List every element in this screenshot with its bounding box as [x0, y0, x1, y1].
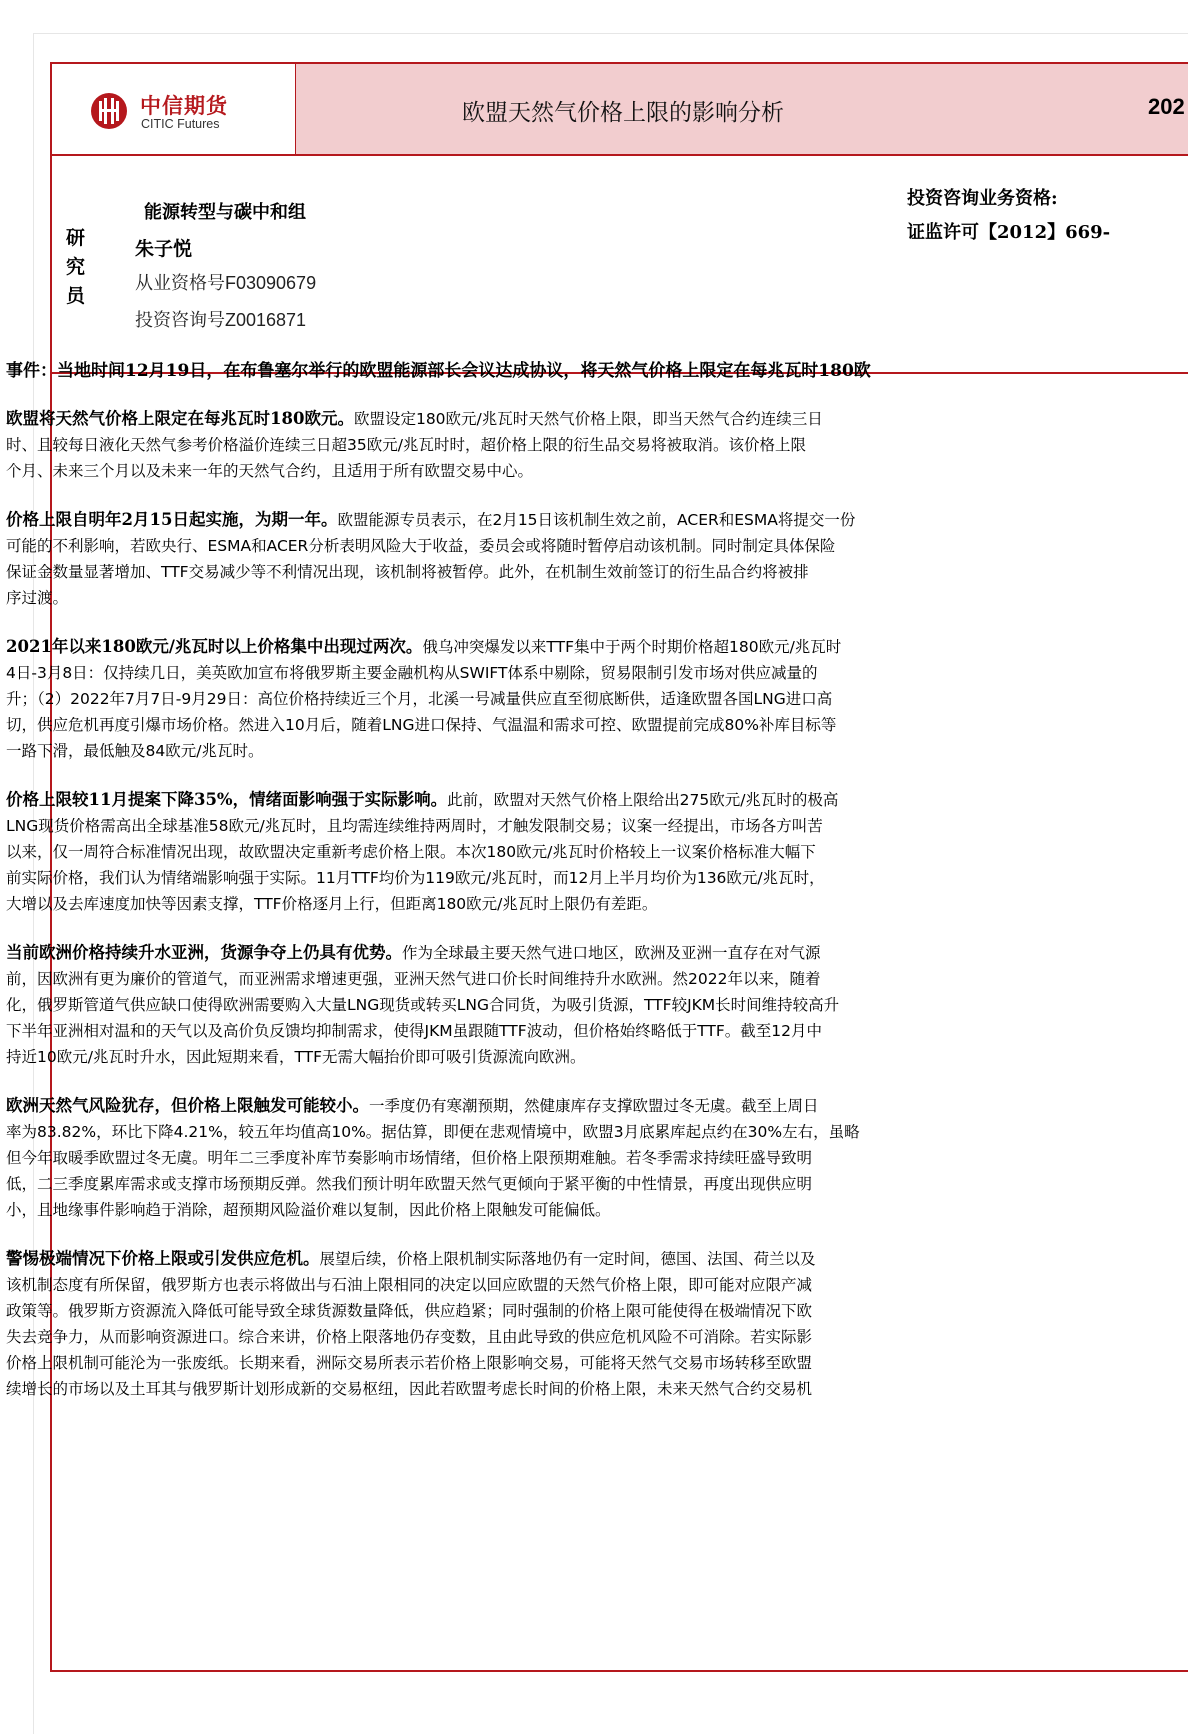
paragraph-line: 政策等。俄罗斯方资源流入降低可能导致全球货源数量降低，供应趋紧；同时强制的价格上限可能使得在极端情况下欧	[6, 1302, 813, 1320]
paragraph-line: 低，二三季度累库需求或支撑市场预期反弹。然我们预计明年欧盟天然气更倾向于紧平衡的中性情景，再度出现供应明	[6, 1175, 813, 1193]
paragraph-line	[6, 1246, 1188, 1272]
role-label	[66, 224, 90, 311]
paragraph-line	[6, 1093, 1188, 1119]
paragraph-line: 率为83.82%，环比下降4.21%，较五年均值高10%。据估算，即便在悲观情境中，欧盟3月底累库起点约在30%左右，虽略	[6, 1123, 860, 1141]
paragraph-heading: 欧盟将天然气价格上限定在每兆瓦时180欧元。	[6, 409, 354, 428]
report-header	[52, 64, 1188, 156]
paragraph-line: 该机制态度有所保留，俄罗斯方也表示将做出与石油上限相同的决定以回应欧盟的天然气价格上限，即可能对应限产减	[6, 1276, 813, 1294]
paragraph	[6, 507, 1188, 611]
paragraph-line: 时、且较每日液化天然气参考价格溢价连续三日超35欧元/兆瓦时时，超价格上限的衍生品交易将被取消。该价格上限	[6, 436, 806, 454]
paragraph-line: 大增以及去库速度加快等因素支撑，TTF价格逐月上行，但距离180欧元/兆瓦时上限仍有差距。	[6, 895, 658, 913]
paragraph-line: 前，因欧洲有更为廉价的管道气，而亚洲需求增速更强，亚洲天然气进口价长时间维持升水欧洲。然2022年以来，随着	[6, 970, 821, 988]
qualification-value: 证监许可【2012】669-	[907, 222, 1111, 243]
paragraph-line: 个月、未来三个月以及未来一年的天然气合约，且适用于所有欧盟交易中心。	[6, 462, 534, 480]
role-label-char: 究	[66, 256, 86, 278]
paragraph-text: 欧盟能源专员表示，在2月15日该机制生效之前，ACER和ESMA将提交一份	[337, 511, 856, 529]
analyst-section	[52, 156, 1188, 374]
paragraph-line: 保证金数量显著增加、TTF交易减少等不利情况出现，该机制将被暂停。此外，在机制生效前签订的衍生品合约将被排	[6, 563, 809, 581]
paragraph-line: 下半年亚洲相对温和的天气以及高价负反馈均抑制需求，使得JKM虽跟随TTF波动，但价格始终略低于TTF。截至12月中	[6, 1022, 822, 1040]
paragraph-line: 前实际价格，我们认为情绪端影响强于实际。11月TTF均价为119欧元/兆瓦时，而12月上半月均价为136欧元/兆瓦时，	[6, 869, 825, 887]
paragraph-heading: 欧洲天然气风险犹存，但价格上限触发可能较小。	[6, 1096, 369, 1115]
paragraph-line	[6, 787, 1188, 813]
paragraph	[6, 940, 1188, 1070]
paragraph-heading: 价格上限自明年2月15日起实施，为期一年。	[6, 510, 338, 529]
role-label-char: 员	[66, 285, 86, 307]
paragraph	[6, 1246, 1188, 1402]
paragraph-line: 但今年取暖季欧盟过冬无虞。明年二三季度补库节奏影响市场情绪，但价格上限预期难触。若冬季需求持续旺盛导致明	[6, 1149, 813, 1167]
paragraph-line: 切，供应危机再度引爆市场价格。然进入10月后，随着LNG进口保持、气温温和需求可控、欧盟提前完成80%补库目标等	[6, 716, 837, 734]
team-name: 能源转型与碳中和组	[144, 202, 306, 223]
paragraph-line	[6, 634, 1188, 660]
role-label-char: 研	[66, 227, 86, 249]
title-banner	[296, 64, 1188, 154]
event-summary: 事件：当地时间12月19日，在布鲁塞尔举行的欧盟能源部长会议达成协议，将天然气价格上限定在每兆瓦时180欧	[6, 361, 871, 381]
paragraph-text: 此前，欧盟对天然气价格上限给出275欧元/兆瓦时的极高	[447, 791, 839, 809]
paragraph-line: 小，且地缘事件影响趋于消除，超预期风险溢价难以复制，因此价格上限触发可能偏低。	[6, 1201, 611, 1219]
paragraph-heading: 2021年以来180欧元/兆瓦时以上价格集中出现过两次。	[6, 637, 423, 656]
paragraph-text: 展望后续，价格上限机制实际落地仍有一定时间，德国、法国、荷兰以及	[319, 1250, 816, 1268]
paragraph-heading: 当前欧洲价格持续升水亚洲，货源争夺上仍具有优势。	[6, 943, 402, 962]
paragraph-text: 作为全球最主要天然气进口地区，欧洲及亚洲一直存在对气源	[402, 944, 821, 962]
paragraph-line: 可能的不利影响，若欧央行、ESMA和ACER分析表明风险大于收益，委员会或将随时暂停启动该机制。同时制定具体保险	[6, 537, 836, 555]
citic-logo-icon	[90, 92, 128, 130]
analyst-name: 朱子悦	[135, 238, 193, 260]
paragraph-line: 续增长的市场以及土耳其与俄罗斯计划形成新的交易枢纽，因此若欧盟考虑长时间的价格上限，未来天然气合约交易机	[6, 1380, 813, 1398]
paragraph-line: 升；（2）2022年7月7日-9月29日：高位价格持续近三个月，北溪一号减量供应直至彻底断供，适逢欧盟各国LNG进口高	[6, 690, 833, 708]
paragraph-heading: 价格上限较11月提案下降35%，情绪面影响强于实际影响。	[6, 790, 448, 809]
logo	[52, 64, 296, 154]
paragraph-line	[6, 507, 1188, 533]
paragraph	[6, 406, 1188, 484]
advisory-license: 投资咨询号Z0016871	[135, 310, 307, 330]
report-date: 202	[1148, 94, 1185, 119]
report-body	[6, 358, 1188, 1425]
paragraph-line: 序过渡。	[6, 589, 69, 607]
paragraph-text: 一季度仍有寒潮预期，然健康库存支撑欧盟过冬无虞。截至上周日	[369, 1097, 819, 1115]
paragraph-line: 化，俄罗斯管道气供应缺口使得欧洲需要购入大量LNG现货或转买LNG合同货，为吸引货源，TTF较JKM长时间维持较高升	[6, 996, 840, 1014]
paragraph-line: 4日-3月8日：仅持续几日，美英欧加宣布将俄罗斯主要金融机构从SWIFT体系中剔除，贸易限制引发市场对供应减量的	[6, 664, 818, 682]
practice-license: 从业资格号F03090679	[135, 273, 317, 293]
paragraph-line: 以来，仅一周符合标准情况出现，故欧盟决定重新考虑价格上限。本次180欧元/兆瓦时价格较上一议案价格标准大幅下	[6, 843, 816, 861]
paragraph	[6, 1093, 1188, 1223]
paragraph-text: 欧盟设定180欧元/兆瓦时天然气价格上限，即当天然气合约连续三日	[353, 410, 823, 428]
paragraph-line	[6, 406, 1188, 432]
paragraph-line: LNG现货价格需高出全球基准58欧元/兆瓦时，且均需连续维持两周时，才触发限制交易；议案一经提出，市场各方叫苦	[6, 817, 823, 835]
qualification-label: 投资咨询业务资格:	[907, 188, 1058, 209]
paragraph-line: 持近10欧元/兆瓦时升水，因此短期来看，TTF无需大幅抬价即可吸引货源流向欧洲。	[6, 1048, 586, 1066]
report-title: 欧盟天然气价格上限的影响分析	[462, 100, 784, 126]
paragraph	[6, 787, 1188, 917]
paragraph-line	[6, 940, 1188, 966]
logo-text-cn: 中信期货	[140, 93, 228, 118]
paragraph	[6, 634, 1188, 764]
paragraph-line: 一路下滑，最低触及84欧元/兆瓦时。	[6, 742, 264, 760]
paragraph-heading: 警惕极端情况下价格上限或引发供应危机。	[6, 1249, 320, 1268]
paragraph-line: 价格上限机制可能沦为一张废纸。长期来看，洲际交易所表示若价格上限影响交易，可能将天然气交易市场转移至欧盟	[6, 1354, 813, 1372]
paragraph-text: 俄乌冲突爆发以来TTF集中于两个时期价格超180欧元/兆瓦时	[422, 638, 842, 656]
logo-text-en: CITIC Futures	[141, 117, 220, 131]
paragraph-line: 失去竞争力，从而影响资源进口。综合来讲，价格上限落地仍存变数，且由此导致的供应危机风险不可消除。若实际影	[6, 1328, 813, 1346]
